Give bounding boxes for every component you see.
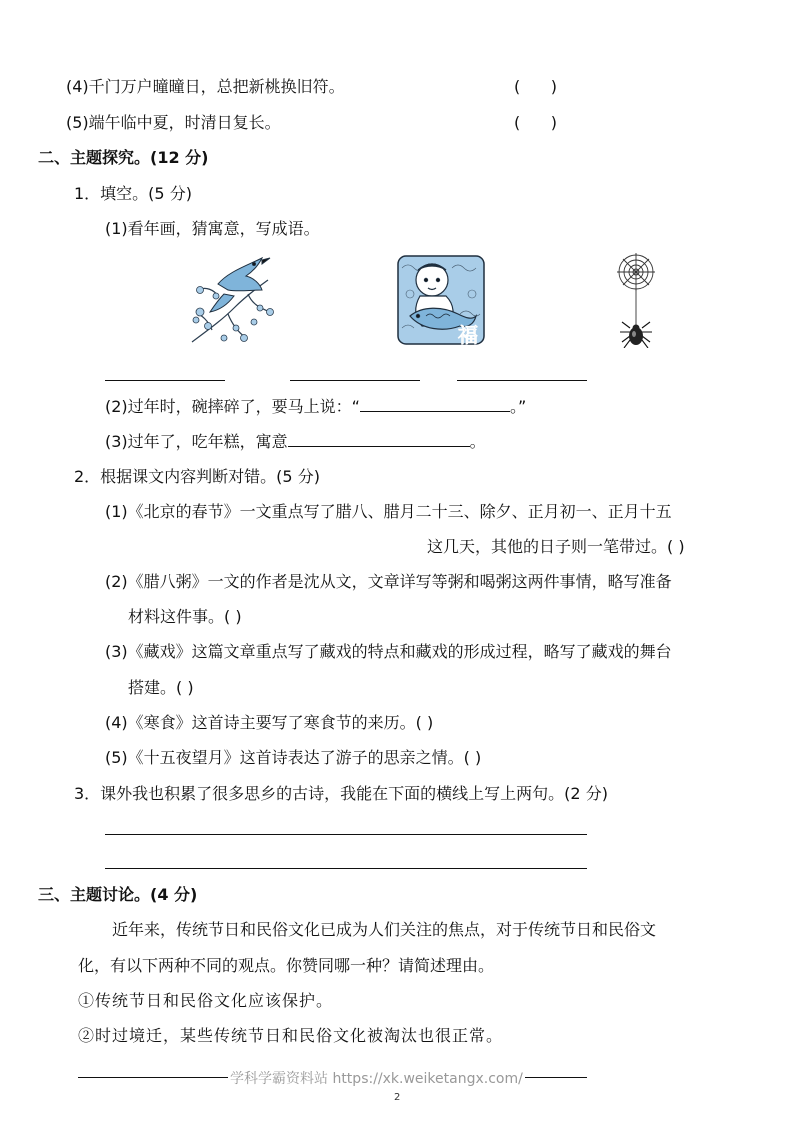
footer-watermark: 学科学霸资料站 https://xk.weiketangx.com/ xyxy=(228,1068,525,1088)
section2-heading: 二、主题探究。(12 分) xyxy=(38,148,209,167)
sub2-suffix: 。” xyxy=(509,397,527,416)
q2-item3-line1: (3)《藏戏》这篇文章重点写了藏戏的特点和藏戏的形成过程，略写了藏戏的舞台 xyxy=(105,642,672,661)
q2-item3-line2: 搭建。( ) xyxy=(128,678,194,697)
q1-item5: (5)端午临中夏，时清日复长。 xyxy=(66,113,281,132)
q2-item2-line1: (2)《腊八粥》一文的作者是沈从文，文章详写等粥和喝粥这两件事情，略写准备 xyxy=(105,572,672,591)
sub2-answer-blank[interactable] xyxy=(360,396,510,412)
sub3-answer-blank[interactable] xyxy=(288,431,470,447)
section2-q1-title: 1．填空。(5 分) xyxy=(74,184,192,203)
poem-answer-line-1[interactable] xyxy=(105,834,587,835)
q2-item1-line1: (1)《北京的春节》一文重点写了腊八、腊月二十三、除夕、正月初一、正月十五 xyxy=(105,502,672,521)
q2-item1-line2: 这几天，其他的日子则一笔带过。( ) xyxy=(427,537,685,556)
q1-item5-answer-paren: ( ) xyxy=(514,113,557,132)
section3-paragraph-line1: 近年来，传统节日和民俗文化已成为人们关注的焦点，对于传统节日和民俗文 xyxy=(112,920,657,939)
sub2-prefix: (2)过年时，碗摔碎了，要马上说：“ xyxy=(105,397,360,416)
section3-heading: 三、主题讨论。(4 分) xyxy=(38,885,198,904)
section2-q1-sub3 xyxy=(105,431,486,453)
magpie-plum-picture xyxy=(188,250,276,350)
section2-q1-sub2 xyxy=(105,396,526,418)
sub3-prefix: (3)过年了，吃年糕，寓意 xyxy=(105,432,288,451)
q1-item4-answer-paren: ( ) xyxy=(514,77,557,96)
poem-answer-line-2[interactable] xyxy=(105,868,587,869)
q2-item2-line2: 材料这件事。( ) xyxy=(128,607,242,626)
q2-item4: (4)《寒食》这首诗主要写了寒食节的来历。( ) xyxy=(105,713,434,732)
viewpoint-2: ②时过境迁，某些传统节日和民俗文化被淘汰也很正常。 xyxy=(78,1026,504,1045)
idiom-blank-1[interactable] xyxy=(105,380,225,381)
q1-item4: (4)千门万户曈曈日，总把新桃换旧符。 xyxy=(66,77,345,96)
q2-item5: (5)《十五夜望月》这首诗表达了游子的思亲之情。( ) xyxy=(105,748,482,767)
spider-web-picture xyxy=(612,252,662,348)
idiom-blank-3[interactable] xyxy=(457,380,587,381)
section3-paragraph-line2: 化，有以下两种不同的观点。你赞同哪一种？请简述理由。 xyxy=(78,956,495,975)
sub3-suffix: 。 xyxy=(469,432,486,451)
viewpoint-1: ①传统节日和民俗文化应该保护。 xyxy=(78,991,334,1010)
section2-q2-title: 2．根据课文内容判断对错。(5 分) xyxy=(74,467,320,486)
page-number: 2 xyxy=(394,1092,401,1103)
idiom-blank-2[interactable] xyxy=(290,380,420,381)
section2-q1-sub1: (1)看年画，猜寓意，写成语。 xyxy=(105,219,320,238)
fu-character: 福 xyxy=(458,323,478,346)
child-carp-fu-picture xyxy=(396,254,486,346)
section2-q3-title: 3．课外我也积累了很多思乡的古诗，我能在下面的横线上写上两句。(2 分) xyxy=(74,784,608,803)
